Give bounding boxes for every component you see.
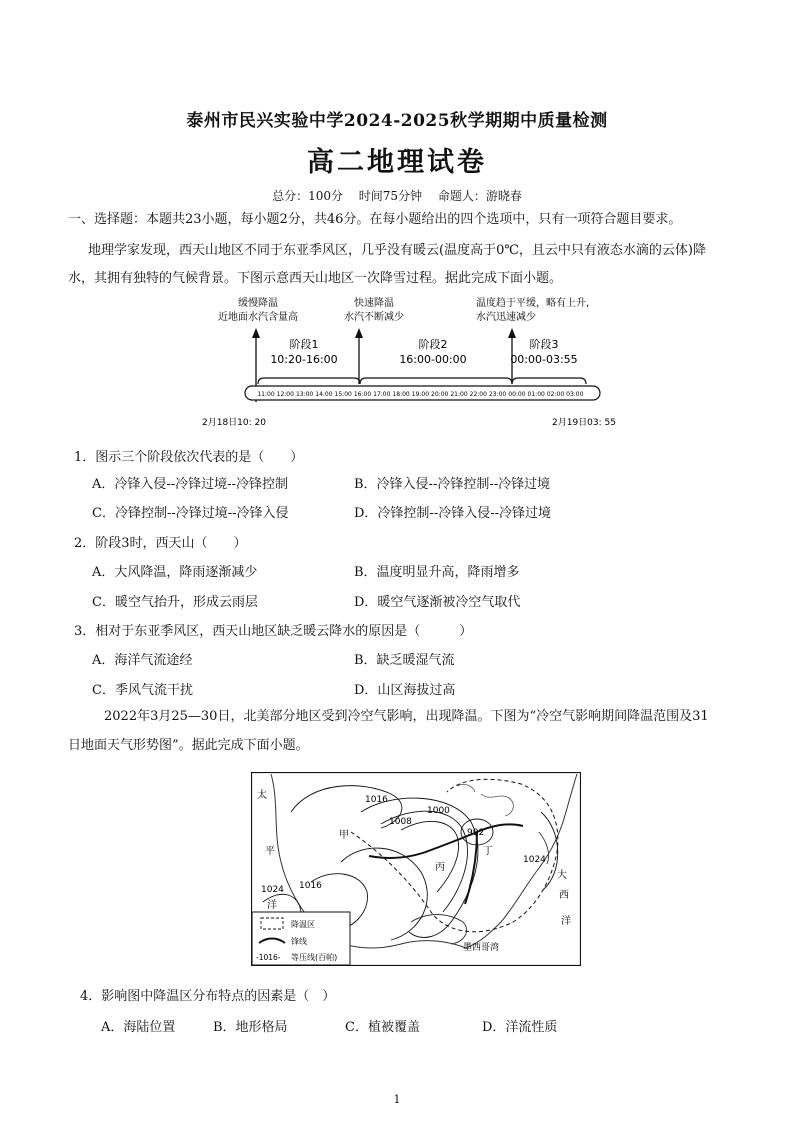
- note1-line1: 缓慢降温: [238, 298, 278, 309]
- isobar-label-1016-west: 1016: [299, 881, 322, 891]
- q4-option-b[interactable]: B．地形格局: [213, 1020, 288, 1035]
- note2-line1: 快速降温: [354, 298, 394, 309]
- hour-tick-label: 15:00: [334, 391, 352, 398]
- hour-tick-label: 22:00: [469, 391, 487, 398]
- q1-option-a[interactable]: A．冷锋入侵--冷锋过境--冷锋控制: [92, 477, 288, 492]
- page-number: 1: [393, 1093, 401, 1106]
- q1-stem: 1．图示三个阶段依次代表的是（ ）: [74, 450, 304, 465]
- hour-tick-label: 23:00: [488, 391, 507, 398]
- legend-isobar-symbol: -1016-: [256, 953, 281, 962]
- hour-tick-label: 00:00: [508, 391, 526, 398]
- isobar-label-992: 992: [467, 828, 485, 838]
- isobar-label-1008: 1008: [389, 817, 412, 827]
- legend-cooling-zone: 降温区: [291, 920, 315, 929]
- q2-option-d[interactable]: D．暖空气逐渐被冷空气取代: [354, 595, 521, 610]
- atlantic-char-2: 西: [559, 890, 569, 901]
- stage2-name: 阶段2: [418, 338, 448, 351]
- gulf-of-mexico-label: 墨西哥湾: [463, 943, 500, 953]
- section-intro: 一、选择题：本题共23小题，每小题2分，共46分。在每小题给出的四个选项中，只有一项符合题目要求。: [68, 212, 682, 227]
- hour-tick-label: 03:00: [566, 391, 584, 398]
- school-heading: 泰州市民兴实验中学2024-2025秋学期期中质量检测: [186, 111, 608, 131]
- hour-tick-label: 14:00: [315, 391, 333, 398]
- pacific-char-3: 洋: [267, 900, 277, 911]
- hour-tick-label: 20:00: [431, 391, 449, 398]
- atlantic-char-1: 大: [557, 870, 567, 881]
- author: 命题人：游晓春: [437, 189, 522, 203]
- stage3-time: 00:00-03:55: [510, 353, 578, 366]
- stage1-time: 10:20-16:00: [270, 353, 338, 366]
- hour-tick-labels: [257, 391, 583, 398]
- passage1-line2: 水，其拥有独特的气候背景。下图示意西天山地区一次降雪过程。据此完成下面小题。: [68, 271, 563, 286]
- note3-line2: 水汽迅速减少: [476, 312, 536, 323]
- point-label-jia: 甲: [339, 830, 349, 841]
- passage1-line1: 地理学家发现，西天山地区不同于东亚季风区，几乎没有暖云(温度高于0℃，且云中只有液态水滴的云体)降: [88, 243, 706, 258]
- hour-tick-label: 12:00: [276, 391, 294, 398]
- hour-tick-label: 16:00: [353, 391, 372, 398]
- q4-option-d[interactable]: D．洋流性质: [482, 1020, 558, 1035]
- exam-meta: [0, 187, 794, 204]
- stage2-time: 16:00-00:00: [399, 353, 467, 366]
- isobar-label-1016-north: 1016: [365, 795, 388, 805]
- passage2-line1: 2022年3月25—30日，北美部分地区受到冷空气影响，出现降温。下图为“冷空气影响期间降温范围及31: [104, 709, 709, 724]
- total-score: 总分：100分: [272, 189, 343, 203]
- time-limit: 时间75分钟: [358, 189, 423, 203]
- q4-option-a[interactable]: A．海陆位置: [101, 1020, 176, 1035]
- pacific-char-2: 平: [265, 846, 275, 857]
- legend-isobar: 等压线(百帕): [291, 953, 338, 962]
- q1-option-c[interactable]: C．冷锋控制--冷锋过境--冷锋入侵: [92, 506, 289, 521]
- note2-line2: 水汽不断减少: [344, 312, 404, 323]
- hour-tick-label: 19:00: [411, 391, 430, 398]
- stage3-name: 阶段3: [529, 338, 559, 351]
- end-date-label: 2月19日03: 55: [552, 418, 616, 428]
- point-label-ding: 丁: [483, 846, 493, 857]
- q1-option-d[interactable]: D．冷锋控制--冷锋入侵--冷锋过境: [354, 506, 551, 521]
- point-label-bing: 丙: [435, 862, 445, 873]
- hour-tick-label: 17:00: [373, 391, 391, 398]
- q1-option-b[interactable]: B．冷锋入侵--冷锋控制--冷锋过境: [354, 477, 551, 492]
- exam-title: 高二地理试卷: [307, 147, 487, 178]
- q2-stem: 2．阶段3时，西天山（ ）: [74, 536, 247, 551]
- q4-stem: 4．影响图中降温区分布特点的因素是（ ）: [80, 989, 336, 1004]
- legend-front-line: 锋线: [291, 937, 307, 946]
- q3-option-b[interactable]: B．缺乏暖湿气流: [354, 653, 455, 668]
- map-legend: [252, 912, 350, 965]
- pacific-char-1: 太: [257, 790, 267, 801]
- q2-option-c[interactable]: C．暖空气抬升，形成云雨层: [92, 595, 258, 610]
- isobar-label-1024-west: 1024: [261, 885, 284, 895]
- q3-option-c[interactable]: C．季风气流干扰: [92, 683, 193, 698]
- note1-line2: 近地面水汽含量高: [218, 312, 298, 323]
- isobar-label-1024-east: 1024: [523, 855, 546, 865]
- passage2-line2: 日地面天气形势图”。据此完成下面小题。: [68, 738, 309, 753]
- note3-line1: 温度趋于平缓，略有上升,: [476, 298, 590, 309]
- q3-option-a[interactable]: A．海洋气流途经: [92, 653, 193, 668]
- hour-tick-label: 21:00: [450, 391, 468, 398]
- stage1-name: 阶段1: [289, 338, 319, 351]
- hour-tick-label: 11:00: [257, 391, 275, 398]
- start-date-label: 2月18日10: 20: [202, 418, 266, 428]
- q3-option-d[interactable]: D．山区海拔过高: [354, 683, 456, 698]
- isobar-label-1000: 1000: [427, 806, 450, 816]
- q4-option-c[interactable]: C．植被覆盖: [345, 1020, 420, 1035]
- q3-stem: 3．相对于东亚季风区，西天山地区缺乏暖云降水的原因是（ ）: [74, 624, 473, 639]
- hour-tick-label: 13:00: [295, 391, 314, 398]
- north-america-weather-map: [251, 772, 581, 966]
- q2-option-a[interactable]: A．大风降温，降雨逐渐减少: [92, 565, 258, 580]
- hour-tick-label: 01:00: [527, 391, 545, 398]
- atlantic-char-3: 洋: [561, 916, 571, 927]
- hour-tick-label: 18:00: [392, 391, 410, 398]
- hour-tick-label: 02:00: [546, 391, 565, 398]
- snowfall-timeline: [200, 292, 620, 432]
- q2-option-b[interactable]: B．温度明显升高，降雨增多: [354, 565, 520, 580]
